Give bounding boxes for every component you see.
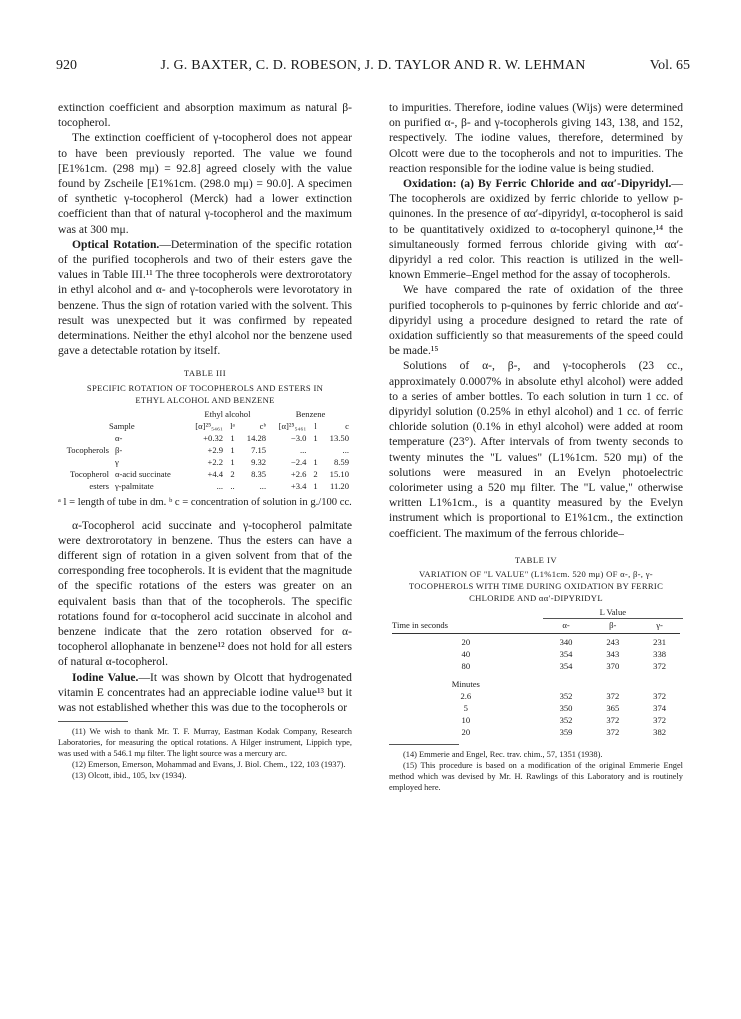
- footnote-11: (11) We wish to thank Mr. T. F. Murray, Eastman Kodak Company, Research Laboratories, for measuring the optical rotations. A Hilger instrument, Lippich type, was used with a 546.1 mμ filter. The light source was a mercury arc.: [58, 727, 352, 759]
- table-cell: 2: [230, 468, 235, 479]
- table-cell: +4.4: [207, 468, 224, 479]
- table-iii-title: SPECIFIC ROTATION OF TOCOPHEROLS AND ESTERS IN: [86, 382, 324, 393]
- table-iv-title: VARIATION OF "L VALUE" (L1%1cm. 520 mμ) OF α-, β-, γ-: [419, 569, 653, 580]
- footnote-14: (14) Emmerie and Engel, Rec. trav. chim., 57, 1351 (1938).: [403, 750, 603, 760]
- table-cell: 338: [653, 649, 667, 660]
- table-iii-caption: TABLE III: [183, 368, 227, 379]
- table-cell: ..: [230, 480, 235, 491]
- col-header: c: [345, 420, 349, 431]
- running-authors: J. G. BAXTER, C. D. ROBESON, J. D. TAYLOR AND R. W. LEHMAN: [160, 58, 586, 73]
- table-cell: ...: [342, 444, 349, 455]
- paragraph-optical-rotation: [58, 237, 352, 359]
- table-row: [58, 432, 352, 444]
- table-cell: 80: [461, 661, 471, 672]
- table-cell: 13.50: [329, 432, 349, 443]
- table-cell: 2: [313, 468, 318, 479]
- table-cell: 5: [463, 703, 468, 714]
- table-cell: [309, 444, 321, 456]
- table-cell: α-: [115, 432, 123, 443]
- table-row: [389, 690, 683, 702]
- table-cell: +0.32: [203, 432, 224, 443]
- section-heading: Iodine Value.: [72, 670, 139, 684]
- table-row: [389, 702, 683, 714]
- col-header: lᵃ: [230, 420, 235, 431]
- col-header: cᵇ: [259, 420, 267, 431]
- table-cell: 350: [559, 703, 573, 714]
- table-cell: 352: [559, 691, 573, 702]
- table-cell: 372: [606, 691, 620, 702]
- col-header: [α]²⁵₅₄₆₁: [195, 420, 224, 431]
- col-header-alpha: α-: [562, 620, 570, 631]
- footnote-rule: [389, 744, 459, 745]
- footnote-rule: [58, 721, 128, 722]
- table-cell: ...: [299, 444, 307, 455]
- col-header-ethyl: Ethyl alcohol: [204, 408, 251, 419]
- table-iv-title: TOCOPHEROLS WITH TIME DURING OXIDATION BY FERRIC: [408, 581, 664, 592]
- paragraph: We have compared the rate of oxidation of the three purified tocopherols to p-quinones by ferric chloride and αα′-dipyridyl using a procedure designed to retard the rate of oxidation sufficiently so that measurements of the speed could be made.¹⁵: [389, 283, 683, 358]
- footnote-12: (12) Emerson, Emerson, Mohammad and Evans, J. Biol. Chem., 122, 103 (1937).: [72, 760, 346, 770]
- table-cell: 40: [461, 649, 471, 660]
- table-cell: 359: [559, 727, 573, 738]
- table-cell: 15.10: [329, 468, 349, 479]
- paragraph-oxidation: [389, 176, 683, 282]
- table-iv-caption: TABLE IV: [514, 554, 558, 565]
- table-iii-title: ETHYL ALCOHOL AND BENZENE: [135, 394, 275, 405]
- table-cell: −3.0: [290, 432, 307, 443]
- table-cell: 372: [606, 715, 620, 726]
- table-cell: 8.59: [333, 456, 349, 467]
- table-cell: γ-palmitate: [115, 480, 154, 491]
- left-column: [58, 100, 352, 781]
- table-cell: 1: [313, 456, 318, 467]
- right-column: [389, 100, 683, 793]
- footnote-15: (15) This procedure is based on a modification of the original Emmerie Engel method which was devised by Mr. H. Rawlings of this Laboratory and is routinely employed here.: [389, 761, 683, 793]
- table-cell: 352: [559, 715, 573, 726]
- col-header-lvalue: L Value: [543, 606, 683, 619]
- table-cell: 20: [461, 727, 471, 738]
- table-cell: 1: [313, 480, 318, 491]
- paragraph: α-Tocopherol acid succinate and γ-tocopherol palmitate were dextrorotatory in benzene. Thus the esters can have a different sign of rotation in a given solvent from that of the corresponding free tocopherols. It is evident that the magnitude of the specific rotations of the esters was greater on an equivalent basis than that of the tocopherols. The specific rotations found for α-tocopherol acid succinate in alcohol and benzene indicate that the zero rotation observed for α-tocopherol allophanate in benzene¹² does not hold for all esters of natural α-tocopherol.: [58, 518, 352, 669]
- table-cell: 354: [559, 649, 573, 660]
- table-iv-title: CHLORIDE AND αα′-DIPYRIDYL: [469, 593, 603, 604]
- paragraph: to impurities. Therefore, iodine values (Wijs) were determined on purified α-, β- and γ-tocopherols giving 143, 138, and 152, respectively. The iodine values, therefore, determined by Olcott were due to the tocopherols and not to impurities. The reaction responsible for the iodine value is being studied.: [389, 101, 683, 175]
- paragraph: The extinction coefficient of γ-tocopherol does not appear to have been previously reported. The value we found [E1%1cm. (298 mμ) = 92.8] agreed closely with the value found by Zscheile [E1%1cm. (298.0 mμ) = 90.0]. A specimen of synthetic γ-tocopherol (Merck) had a lower extinction coefficient than that of natural γ-tocopherol and the maximum was at 300 mμ.: [58, 131, 352, 236]
- table-iii-footnote: ᵃ l = length of tube in dm. ᵇ c = concentration of solution in g./100 cc.: [58, 496, 352, 508]
- volume-label: Vol. 65: [649, 58, 690, 73]
- row-group-label: Tocopherol esters: [69, 468, 109, 491]
- table-iii: [58, 408, 352, 492]
- table-cell: −2.4: [290, 456, 307, 467]
- page-header: [56, 58, 690, 78]
- table-row: [389, 660, 683, 672]
- table-cell: 8.35: [251, 468, 267, 479]
- paragraph-text: —The tocopherols are oxidized by ferric chloride to yellow p-quinones. In the presence of αα′-dipyridyl, α-tocopherol is said to be quantitatively oxidized to α-tocopheryl quinone,¹⁴ the simultaneously formed ferrous chloride giving with αα′-dipyridyl a red color. This reaction is utilized in the well-known Emmerie–Engel method for the assay of tocopherols.: [389, 177, 683, 282]
- table-cell: 243: [606, 637, 620, 648]
- table-cell: 11.20: [329, 480, 349, 491]
- table-cell: 1: [230, 456, 235, 467]
- footnote-13: (13) Olcott, ibid., 105, lxv (1934).: [72, 771, 187, 781]
- paragraph: Solutions of α-, β-, and γ-tocopherols (23 cc., approximately 0.0007% in absolute ethyl alcohol) were added to a series of amber bottles. To each solution in turn 1 cc. of dipyridyl solution (0.25% in ethyl alcohol) and 1 cc. of ferric chloride solution (0.1% in ethyl alcohol) were added at room temperature (23°). After intervals of from twenty seconds to twenty minutes the "L values" (L1%1cm. 520 mμ) of the solutions were measured in an Evelyn photoelectric colorimeter using a 520 mμ filter. The "L value," otherwise written L1%1cm., is a quantity measured by the Evelyn instrument which is proportional to E1%1cm., the extinction coefficient. The maximum of the ferrous chloride–: [389, 359, 683, 540]
- table-cell: 1: [230, 444, 235, 455]
- section-heading: Oxidation: (a) By Ferric Chloride and αα′-Dipyridyl.: [403, 177, 672, 191]
- table-cell: 343: [606, 649, 620, 660]
- paragraph: extinction coefficient and absorption maximum as natural β-tocopherol.: [58, 101, 352, 130]
- col-header-beta: β-: [609, 620, 617, 631]
- table-cell: 372: [653, 715, 667, 726]
- col-header: l: [314, 420, 317, 431]
- section-heading: Optical Rotation.: [72, 237, 160, 251]
- table-cell: +3.4: [290, 480, 307, 491]
- table-cell: 9.32: [251, 456, 267, 467]
- table-row: [389, 648, 683, 660]
- col-header-benzene: Benzene: [295, 408, 326, 419]
- table-row: [389, 726, 683, 738]
- table-cell: +2.2: [207, 456, 224, 467]
- table-row: [389, 714, 683, 726]
- table-cell: 7.15: [251, 444, 267, 455]
- table-cell: 14.28: [246, 432, 267, 443]
- page-number: 920: [56, 58, 77, 73]
- paragraph-iodine-value: [58, 670, 352, 716]
- table-cell: 365: [606, 703, 620, 714]
- table-cell: ...: [216, 480, 224, 491]
- table-cell: 20: [461, 637, 471, 648]
- table-row: [389, 636, 683, 648]
- table-cell: +2.9: [207, 444, 224, 455]
- col-header-sample: Sample: [108, 420, 135, 431]
- table-cell: 382: [653, 727, 667, 738]
- table-cell: 374: [653, 703, 667, 714]
- table-cell: 231: [653, 637, 667, 648]
- table-cell: α-acid succinate: [115, 468, 171, 479]
- table-cell: 340: [559, 637, 573, 648]
- table-cell: 1: [230, 432, 235, 443]
- table-cell: 370: [606, 661, 620, 672]
- table-cell: 372: [653, 691, 667, 702]
- table-cell: γ: [115, 456, 119, 467]
- table-cell: ...: [259, 480, 267, 491]
- table-row: [58, 468, 352, 480]
- row-group-label: Tocopherols: [66, 444, 109, 455]
- table-cell: 1: [313, 432, 318, 443]
- table-cell: 372: [653, 661, 667, 672]
- row-group-minutes: Minutes: [451, 679, 480, 690]
- col-header-gamma: γ-: [656, 620, 663, 631]
- table-cell: β-: [115, 444, 123, 455]
- table-cell: 354: [559, 661, 573, 672]
- col-header-time: Time in seconds: [392, 619, 449, 630]
- col-header: [α]²⁵₅₄₆₁: [278, 420, 307, 431]
- table-cell: 2.6: [460, 691, 472, 702]
- table-cell: 10: [461, 715, 471, 726]
- table-cell: +2.6: [290, 468, 307, 479]
- table-cell: 372: [606, 727, 620, 738]
- table-iv: [389, 606, 683, 738]
- paragraph-text: —It was shown by Olcott that hydrogenated vitamin E concentrates had an appreciable iodine value¹³ but it was not established whether this was due to the tocopherols or: [58, 670, 352, 715]
- paragraph-text: —Determination of the specific rotation of the purified tocopherols and two of their esters gave the values in Table III.¹¹ The three tocopherols were dextrorotatory in ethyl alcohol and α- and γ-tocopherols were levorotatory in benzene. Thus the sign of rotation varied with the solvent. This result was unexpected but it was confirmed by repeated determinations. Neither the ethyl alcohol nor the benzene used gave a detectable rotation by itself.: [58, 237, 352, 358]
